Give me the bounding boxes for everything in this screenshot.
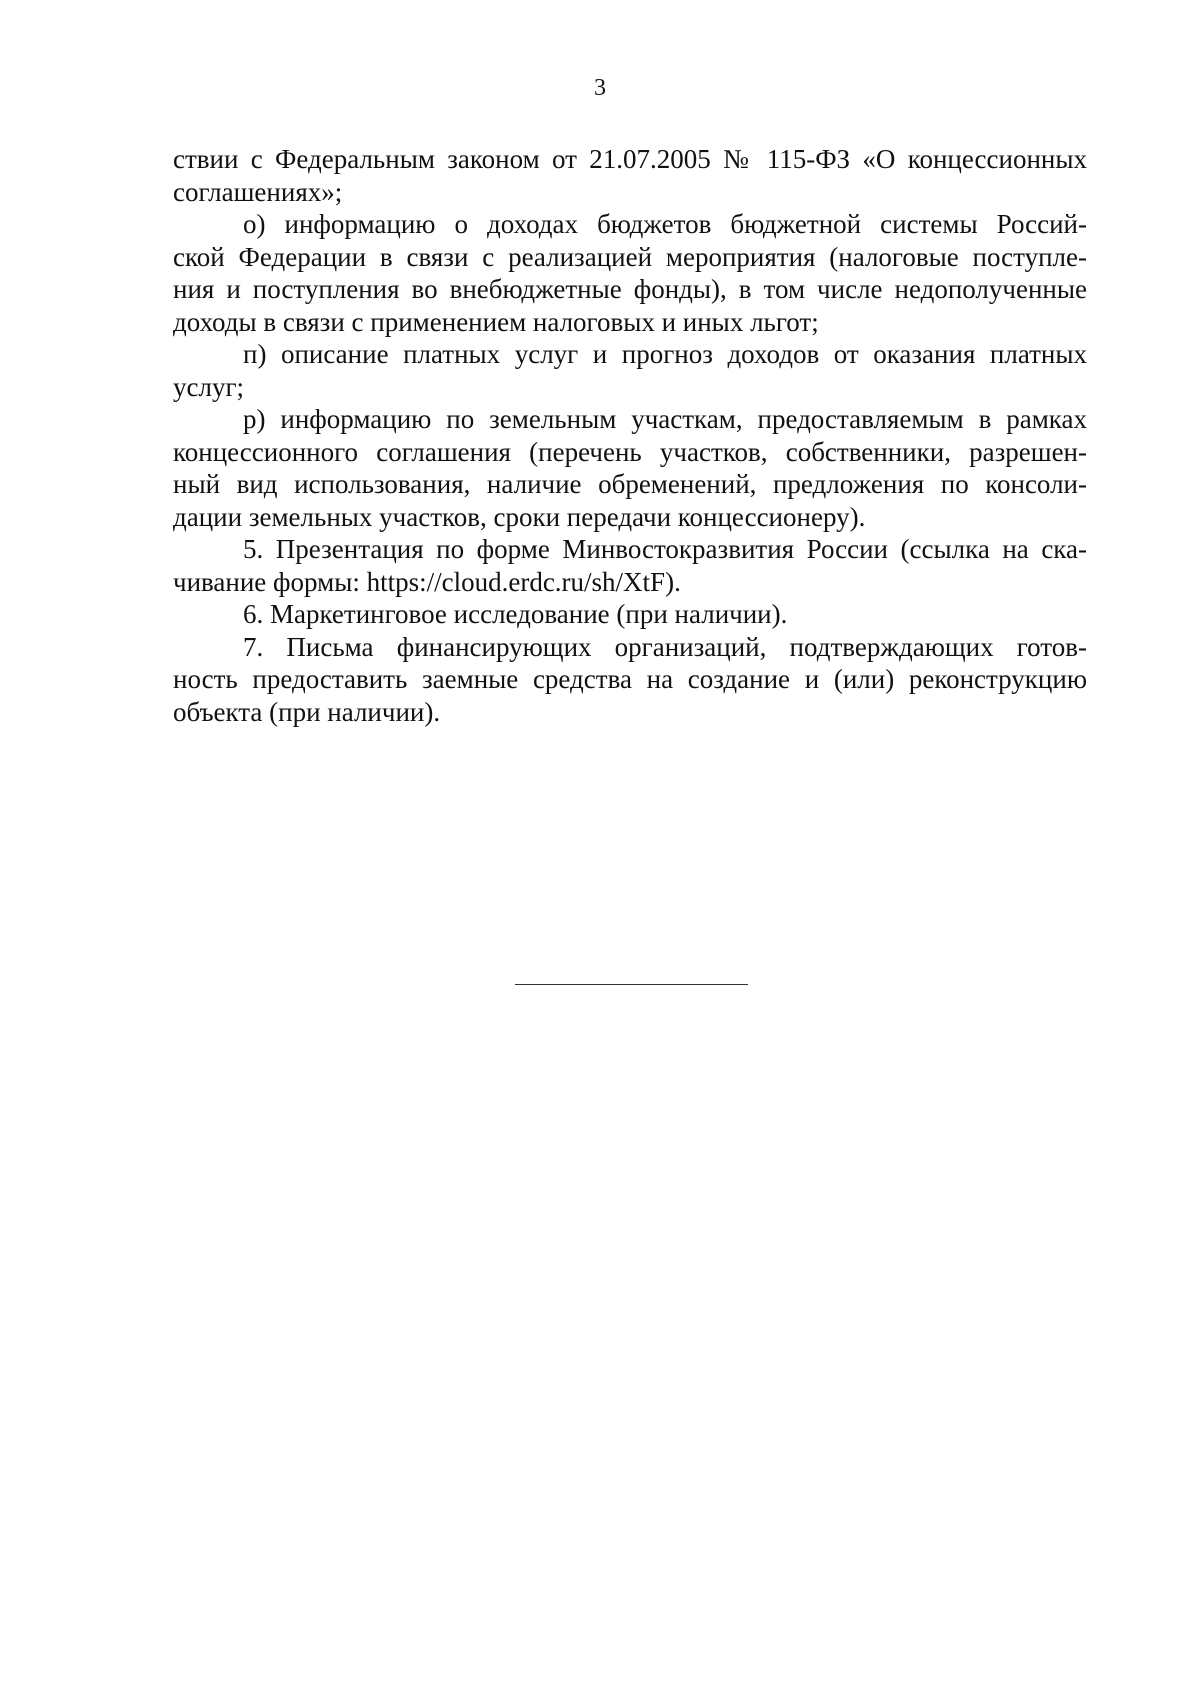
text-line: услуг; [173,371,245,402]
text-line: доходы в связи с применением налоговых и иных льгот; [173,306,819,337]
text-line: ской Федерации в связи с реализацией мероприятия (налоговые поступле- [173,241,1087,272]
document-body [173,143,1087,728]
text-line: 7. Письма финансирующих организаций, подтверждающих готов- [243,631,1087,662]
text-line: ствии с Федеральным законом от 21.07.2005 № 115-ФЗ «О концессионных [173,144,1087,174]
text-line: р) информацию по земельным участкам, предоставляемым в рамках [243,404,1087,434]
text-line: 6. Маркетинговое исследование (при наличии). [243,599,788,629]
end-separator-line [515,984,748,985]
text-line: о) информацию о доходах бюджетов бюджетной системы Россий- [243,209,1087,239]
text-line: п) описание платных услуг и прогноз доходов от оказания платных [243,339,1087,369]
text-line: соглашениях»; [173,176,343,207]
text-line: чивание формы: https://cloud.erdc.ru/sh/XtF). [173,566,681,597]
text-line: объекта (при наличии). [173,696,441,727]
text-line: ния и поступления во внебюджетные фонды), в том числе недополученные [173,274,1087,304]
text-line: ность предоставить заемные средства на создание и (или) реконструкцию [173,664,1087,694]
text-line: дации земельных участков, сроки передачи концессионеру). [173,501,866,532]
text-line: 5. Презентация по форме Минвостокразвития России (ссылка на ска- [243,534,1087,564]
text-line: ный вид использования, наличие обременений, предложения по консоли- [173,469,1087,499]
text-line: концессионного соглашения (перечень участков, собственники, разрешен- [173,436,1087,467]
page-number: 3 [594,75,606,101]
